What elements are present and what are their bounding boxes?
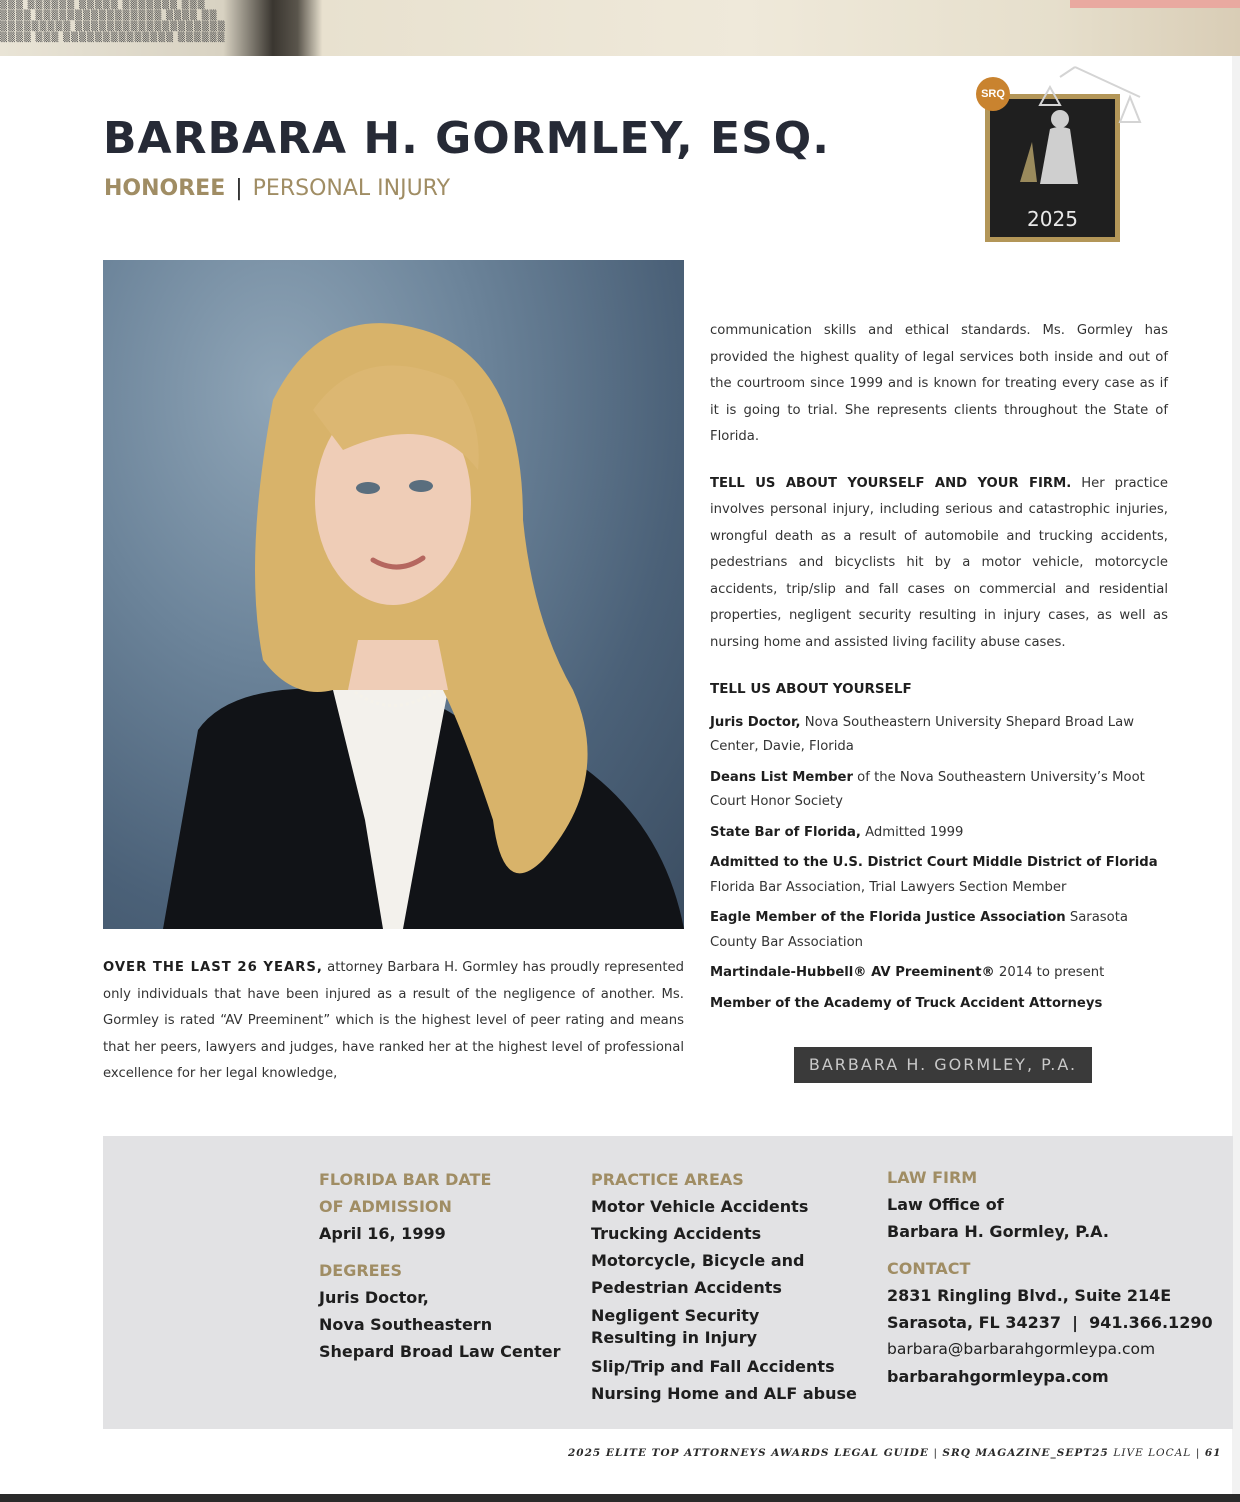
practice-item: Nursing Home and ALF abuse xyxy=(591,1384,857,1403)
subtitle-honoree: HONOREE xyxy=(104,176,226,201)
subtitle-separator: | xyxy=(235,176,243,201)
intro-paragraph xyxy=(103,955,684,1088)
credential-title: State Bar of Florida, xyxy=(710,824,861,840)
credential-detail: Sarasota County Bar Association xyxy=(710,910,1128,950)
credential-title: Deans List Member xyxy=(710,769,853,785)
credential-title: Eagle Member of the Florida Justice Association xyxy=(710,910,1066,925)
firm-label: LAW FIRM xyxy=(887,1168,978,1187)
intro-lead: OVER THE LAST 26 YEARS, xyxy=(103,960,323,975)
footer-magazine: SRQ MAGAZINE_SEPT25 xyxy=(942,1447,1109,1459)
firm-heading: TELL US ABOUT YOURSELF AND YOUR FIRM. xyxy=(710,475,1072,491)
contact-label: CONTACT xyxy=(887,1259,971,1278)
credential-title: Member of the Academy of Truck Accident Attorneys xyxy=(710,995,1103,1011)
bar-date-label-2: OF ADMISSION xyxy=(319,1197,452,1216)
firm-line: Law Office of xyxy=(887,1195,1004,1214)
practice-item: Motorcycle, Bicycle and xyxy=(591,1251,805,1270)
credential-item xyxy=(710,961,1168,986)
info-column-firm xyxy=(887,1164,1213,1390)
degree-line: Shepard Broad Law Center xyxy=(319,1342,561,1361)
bar-date-value: April 16, 1999 xyxy=(319,1224,446,1243)
footer-tagline: LIVE LOCAL xyxy=(1113,1447,1192,1459)
credential-item xyxy=(710,766,1168,815)
firm-line: Barbara H. Gormley, P.A. xyxy=(887,1222,1109,1241)
page-number: 61 xyxy=(1204,1447,1222,1459)
credential-item xyxy=(710,851,1168,900)
degree-line: Nova Southeastern xyxy=(319,1315,493,1334)
firm-logo: BARBARA H. GORMLEY, P.A. xyxy=(794,1047,1092,1083)
firm-paragraph xyxy=(710,471,1168,657)
award-badge xyxy=(981,88,1120,242)
credential-detail: Admitted 1999 xyxy=(860,824,964,840)
practice-item: Slip/Trip and Fall Accidents xyxy=(591,1357,835,1376)
practice-item: Pedestrian Accidents xyxy=(591,1278,782,1297)
footer-guide: 2025 ELITE TOP ATTORNEYS AWARDS LEGAL GUIDE xyxy=(568,1447,929,1459)
practice-item: Negligent Security xyxy=(591,1306,760,1325)
intro-text: attorney Barbara H. Gormley has proudly represented only individuals that have been injured as a result of the negligence of another. Ms. Gormley is rated “AV Preeminent” which is the highest level of peer rating and means that her peers, lawyers and judges, have ranked her at the highest level of professional excellence for her legal knowledge, xyxy=(103,960,684,1081)
justice-scales-icon xyxy=(980,57,1150,207)
srq-logo: SRQ xyxy=(976,77,1010,111)
subtitle-category: PERSONAL INJURY xyxy=(252,176,451,201)
credential-item xyxy=(710,906,1168,955)
newsprint-texture: ▒▒▒ ▒▒▒▒▒▒ ▒▒▒▒▒ ▒▒▒▒▒▒▒ ▒▒▒ ▒▒▒▒ ▒▒▒▒▒▒▒▒▒▒▒▒▒▒▒▒ ▒▒▒▒ ▒▒ ▒▒▒▒▒▒▒▒▒ ▒▒▒▒▒▒▒▒▒▒▒▒▒▒▒▒▒▒▒ ▒▒▒▒ ▒▒▒ ▒▒▒▒▒▒▒▒▒▒▒▒▒▒ ▒▒▒▒▒▒ xyxy=(0,0,226,43)
degree-line: Juris Doctor, xyxy=(319,1288,429,1307)
bottom-edge xyxy=(0,1494,1240,1502)
firm-text: Her practice involves personal injury, including serious and catastrophic injuries, wrongful death as a result of automobile and trucking accidents, pedestrians and bicyclists hit by a motor vehicle, motorcycle accidents, trip/slip and fall cases on commercial and residential properties, negligent security resulting in injury cases, as well as nursing home and assisted living facility abuse cases. xyxy=(710,475,1168,650)
portrait-illustration xyxy=(103,260,684,929)
page-title: BARBARA H. GORMLEY, ESQ. xyxy=(103,113,830,164)
contact-address: 2831 Ringling Blvd., Suite 214E xyxy=(887,1286,1172,1305)
practice-item: Resulting in Injury xyxy=(591,1328,758,1347)
info-column-practice xyxy=(591,1166,857,1407)
practice-label: PRACTICE AREAS xyxy=(591,1170,744,1189)
credential-item xyxy=(710,821,1168,846)
credential-title: Admitted to the U.S. District Court Middle District of Florida xyxy=(710,855,1158,870)
degrees-label: DEGREES xyxy=(319,1261,403,1280)
subtitle xyxy=(104,176,450,201)
practice-item: Trucking Accidents xyxy=(591,1224,762,1243)
contact-email[interactable]: barbara@barbarahgormleypa.com xyxy=(887,1340,1156,1358)
page-edge xyxy=(1232,56,1240,1496)
practice-item: Motor Vehicle Accidents xyxy=(591,1197,809,1216)
credential-title: Juris Doctor, xyxy=(710,714,801,730)
about-heading: TELL US ABOUT YOURSELF xyxy=(710,681,912,697)
bar-date-label-1: FLORIDA BAR DATE xyxy=(319,1170,492,1189)
accent-bar xyxy=(1070,0,1240,8)
contact-city-phone: Sarasota, FL 34237 | 941.366.1290 xyxy=(887,1313,1213,1332)
credential-detail: of the Nova Southeastern University’s Moot Court Honor Society xyxy=(710,769,1145,809)
credential-title: Martindale-Hubbell® AV Preeminent® xyxy=(710,965,995,980)
attorney-portrait xyxy=(103,260,684,929)
right-column xyxy=(710,318,1168,1022)
badge-year: 2025 xyxy=(1027,207,1078,231)
credential-item xyxy=(710,992,1168,1017)
header-collage-strip xyxy=(0,0,1240,56)
credential-detail: Florida Bar Association, Trial Lawyers Section Member xyxy=(710,879,1067,895)
contact-website[interactable]: barbarahgormleypa.com xyxy=(887,1367,1109,1386)
credential-item xyxy=(710,711,1168,760)
credential-detail: 2014 to present xyxy=(994,965,1105,980)
credential-detail: Nova Southeastern University Shepard Broad Law Center, Davie, Florida xyxy=(710,714,1135,754)
info-column-admission xyxy=(319,1166,561,1365)
page-footer: 2025 ELITE TOP ATTORNEYS AWARDS LEGAL GUIDE | SRQ MAGAZINE_SEPT25 LIVE LOCAL | 61 xyxy=(568,1447,1222,1459)
intro-continuation: communication skills and ethical standards. Ms. Gormley has provided the highest quality of legal services both inside and out of the courtroom since 1999 and is known for treating every case as if it is going to trial. She represents clients throughout the State of Florida. xyxy=(710,323,1168,444)
